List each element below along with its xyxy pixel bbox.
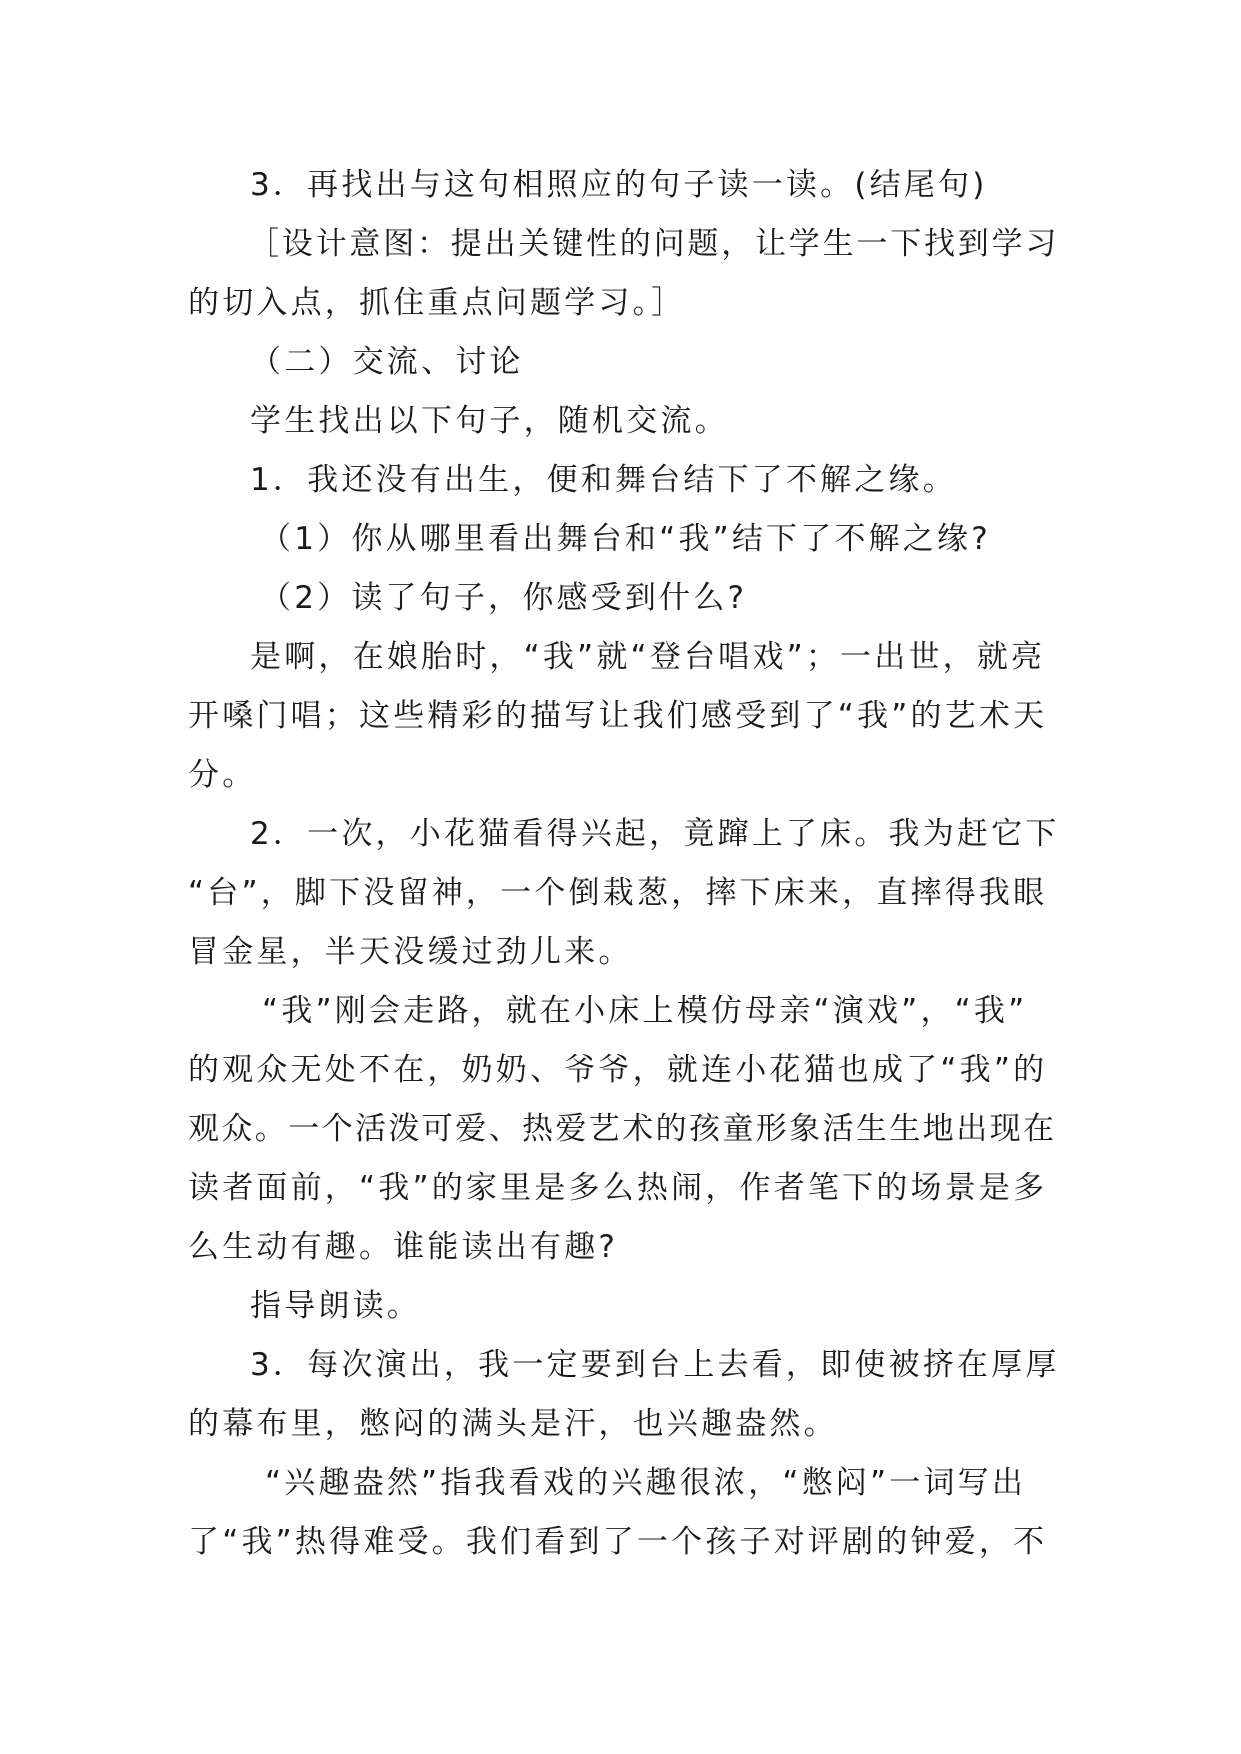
text-line: 2．一次，小花猫看得兴起，竟蹿上了床。我为赶它下 bbox=[250, 816, 1060, 852]
text-line: 读者面前，“我”的家里是多么热闹，作者笔下的场景是多 bbox=[188, 1170, 1048, 1206]
text-line: 学生找出以下句子，随机交流。 bbox=[250, 403, 729, 439]
text-line: （1）你从哪里看出舞台和“我”结下了不解之缘? bbox=[260, 521, 991, 557]
text-line: 3．再找出与这句相照应的句子读一读。(结尾句) bbox=[250, 167, 988, 203]
text-line: ［设计意图：提出关键性的问题，让学生一下找到学习 bbox=[248, 226, 1060, 262]
text-line: 1．我还没有出生，便和舞台结下了不解之缘。 bbox=[250, 462, 957, 498]
text-line: 的观众无处不在，奶奶、爷爷，就连小花猫也成了“我”的 bbox=[188, 1052, 1048, 1088]
text-line: 观众。一个活泼可爱、热爱艺术的孩童形象活生生地出现在 bbox=[188, 1111, 1057, 1147]
text-line: 么生动有趣。谁能读出有趣? bbox=[188, 1229, 619, 1265]
text-line: 的切入点，抓住重点问题学习。］ bbox=[188, 285, 686, 321]
text-line: 3．每次演出，我一定要到台上去看，即使被挤在厚厚 bbox=[250, 1347, 1060, 1383]
text-line: 的幕布里，憋闷的满头是汗，也兴趣盎然。 bbox=[188, 1406, 838, 1442]
text-line: 了“我”热得难受。我们看到了一个孩子对评剧的钟爱，不 bbox=[188, 1524, 1048, 1560]
text-line: “台”，脚下没留神，一个倒栽葱，摔下床来，直摔得我眼 bbox=[188, 875, 1048, 911]
section-heading: （二）交流、讨论 bbox=[250, 344, 524, 380]
text-line: “我”刚会走路，就在小床上模仿母亲“演戏”，“我” bbox=[262, 993, 1028, 1029]
text-line: 是啊，在娘胎时，“我”就“登台唱戏”；一出世，就亮 bbox=[250, 639, 1046, 675]
text-line: （2）读了句子，你感受到什么? bbox=[260, 580, 748, 616]
text-line: “兴趣盎然”指我看戏的兴趣很浓，“憋闷”一词写出 bbox=[265, 1465, 1027, 1501]
text-line: 分。 bbox=[188, 757, 257, 793]
text-line: 开嗓门唱；这些精彩的描写让我们感受到了“我”的艺术天 bbox=[188, 698, 1048, 734]
text-line: 指导朗读。 bbox=[250, 1288, 421, 1324]
text-line: 冒金星，半天没缓过劲儿来。 bbox=[188, 934, 633, 970]
